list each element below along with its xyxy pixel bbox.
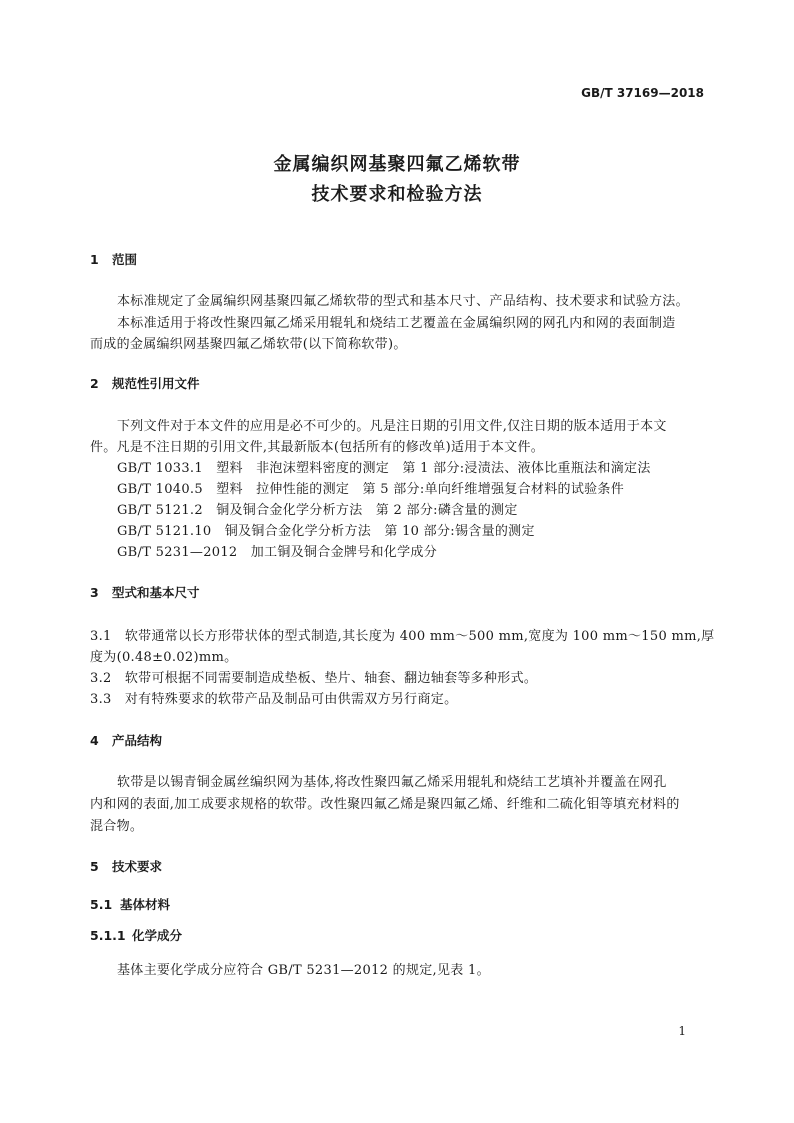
clause: 3.2 软带可根据不同需要制造成垫板、垫片、轴套、翻边轴套等多种形式。 [90,671,538,686]
section-title: 范围 [112,252,138,267]
subsection-5-1-1-heading [90,926,182,944]
paragraph: 基体主要化学成分应符合 GB/T 5231—2012 的规定,见表 1。 [117,963,490,978]
subsection-5-1-heading [90,895,170,913]
section-number: 5 [90,859,99,874]
section-title: 规范性引用文件 [112,376,200,391]
section-number: 3 [90,585,99,600]
clause: 3.1 软带通常以长方形带状体的型式制造,其长度为 400 mm～500 mm,宽度为 100 mm～150 mm,厚 [90,629,715,644]
page-number: 1 [678,1024,686,1038]
paragraph: 本标准适用于将改性聚四氟乙烯采用辊轧和烧结工艺覆盖在金属编织网的网孔内和网的表面制造 [117,316,676,331]
section-number: 2 [90,376,99,391]
paragraph: 软带是以锡青铜金属丝编织网为基体,将改性聚四氟乙烯采用辊轧和烧结工艺填补并覆盖在网孔 [117,775,667,790]
reference-item: GB/T 5231—2012 加工铜及铜合金牌号和化学成分 [117,545,437,560]
section-title: 型式和基本尺寸 [112,585,200,600]
paragraph: 下列文件对于本文件的应用是必不可少的。凡是注日期的引用文件,仅注日期的版本适用于本文 [117,419,667,434]
document-title-line2: 技术要求和检验方法 [311,184,483,205]
paragraph: 本标准规定了金属编织网基聚四氟乙烯软带的型式和基本尺寸、产品结构、技术要求和试验方法。 [117,294,689,309]
reference-item: GB/T 5121.2 铜及铜合金化学分析方法 第 2 部分:磷含量的测定 [117,503,518,518]
reference-item: GB/T 1040.5 塑料 拉伸性能的测定 第 5 部分:单向纤维增强复合材料的试验条件 [117,482,625,497]
section-3-heading [90,583,200,601]
clause: 度为(0.48±0.02)mm。 [90,650,238,665]
section-number: 4 [90,733,99,748]
section-title: 技术要求 [112,859,163,874]
standard-code: GB/T 37169—2018 [581,86,704,100]
section-5-heading [90,857,162,875]
reference-item: GB/T 1033.1 塑料 非泡沫塑料密度的测定 第 1 部分:浸渍法、液体比重瓶法和滴定法 [117,461,651,476]
subsection-number: 5.1 [90,897,113,912]
section-4-heading [90,731,162,749]
reference-item: GB/T 5121.10 铜及铜合金化学分析方法 第 10 部分:锡含量的测定 [117,524,535,539]
paragraph: 而成的金属编织网基聚四氟乙烯软带(以下简称软带)。 [90,337,407,352]
paragraph: 件。凡是不注日期的引用文件,其最新版本(包括所有的修改单)适用于本文件。 [90,440,545,455]
subsection-title: 基体材料 [120,897,171,912]
section-2-heading [90,374,200,392]
section-title: 产品结构 [112,733,163,748]
document-title-line1: 金属编织网基聚四氟乙烯软带 [273,154,521,175]
subsection-number: 5.1.1 [90,928,126,943]
subsection-title: 化学成分 [132,928,183,943]
section-number: 1 [90,252,99,267]
clause: 3.3 对有特殊要求的软带产品及制品可由供需双方另行商定。 [90,692,458,707]
section-1-heading [90,250,137,268]
paragraph: 混合物。 [90,819,144,834]
paragraph: 内和网的表面,加工成要求规格的软带。改性聚四氟乙烯是聚四氟乙烯、纤维和二硫化钼等填充材料的 [90,797,680,812]
